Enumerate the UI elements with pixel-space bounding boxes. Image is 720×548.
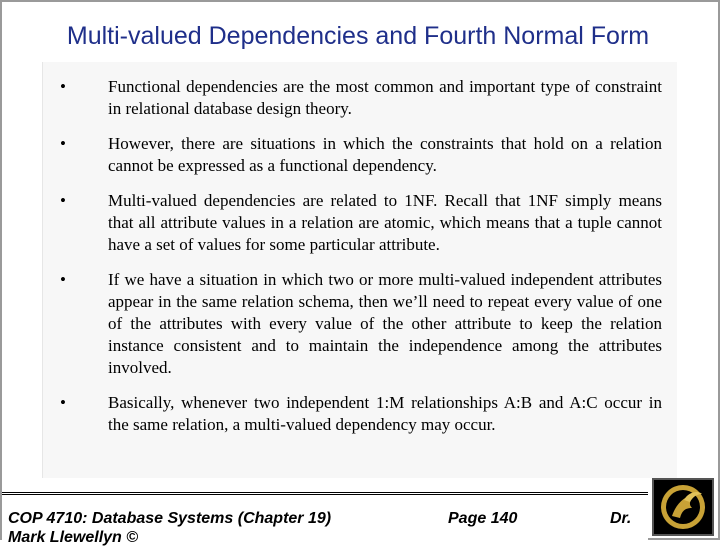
list-item xyxy=(52,133,662,177)
bullet-text: However, there are situations in which the constraints that hold on a relation cannot be expressed as a functional dependency. xyxy=(108,134,662,175)
bullet-text: Functional dependencies are the most common and important type of constraint in relational database design theory. xyxy=(108,77,662,118)
bullet-list xyxy=(52,76,662,449)
slide-title: Multi-valued Dependencies and Fourth Normal Form xyxy=(66,22,650,50)
pegasus-logo-icon xyxy=(652,478,714,536)
footer-course: COP 4710: Database Systems (Chapter 19) xyxy=(8,510,332,527)
footer-author: Dr. xyxy=(610,510,632,527)
footer-author-continued: Mark Llewellyn © xyxy=(8,529,139,546)
bullet-marker: • xyxy=(60,270,66,289)
bullet-marker: • xyxy=(60,134,66,153)
list-item xyxy=(52,76,662,120)
list-item xyxy=(52,190,662,256)
list-item xyxy=(52,392,662,436)
bullet-marker: • xyxy=(60,393,66,412)
bullet-text: Multi-valued dependencies are related to 1NF. Recall that 1NF simply means that all attribute values in a relation are atomic, which means that a tuple cannot have a set of values for some particular attribute. xyxy=(108,191,662,254)
bullet-text: If we have a situation in which two or more multi-valued independent attributes appear in the same relation schema, then we’ll need to repeat every value of one of the attributes with every value of the other attribute to keep the relation instance consistent and to maintain the independence among the attributes involved. xyxy=(108,270,662,377)
list-item xyxy=(52,269,662,379)
bullet-marker: • xyxy=(60,191,66,210)
footer-page-number: Page 140 xyxy=(448,510,518,527)
bullet-text: Basically, whenever two independent 1:M relationships A:B and A:C occur in the same relation, a multi-valued dependency may occur. xyxy=(108,393,662,434)
bullet-marker: • xyxy=(60,77,66,96)
